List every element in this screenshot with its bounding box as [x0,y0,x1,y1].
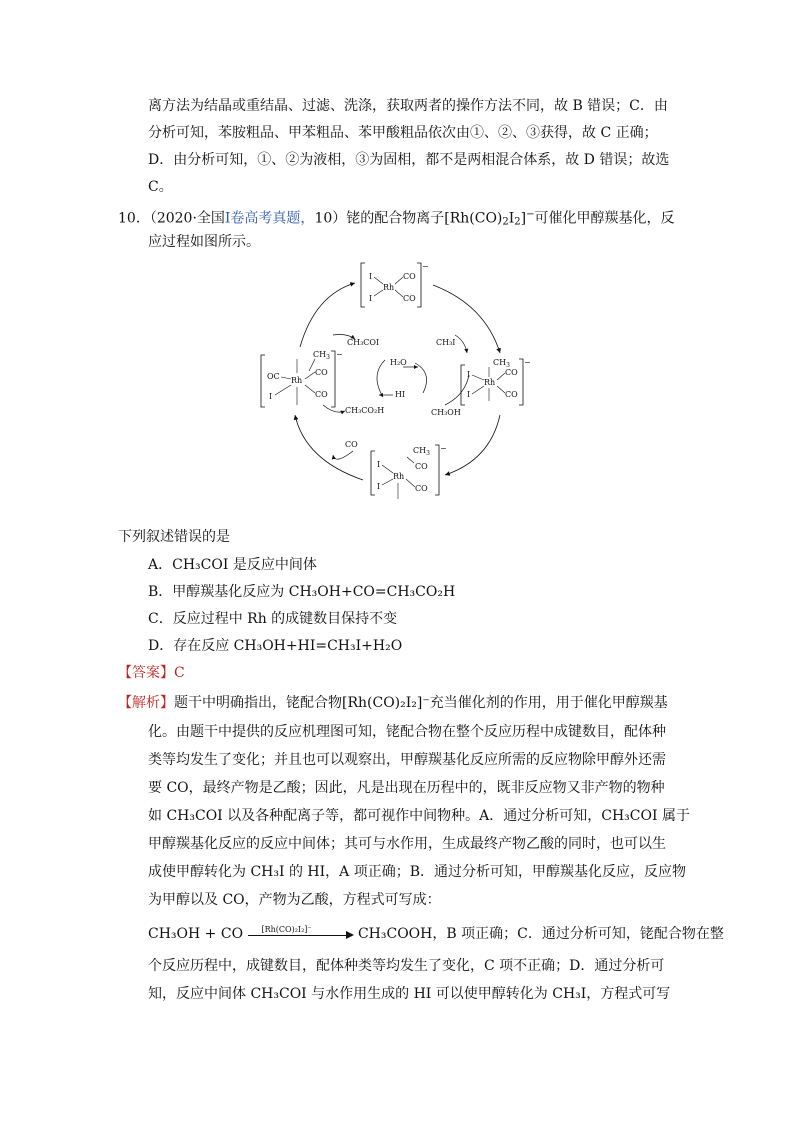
label-i: I [369,294,373,303]
label-ch3co2h: CH₃CO₂H [345,406,385,415]
answer [118,663,185,683]
label-co: CO [415,484,428,493]
complex-top [361,262,429,307]
question-text: 10）铑的配合物离子[Rh(CO) [314,210,503,227]
label-i: I [369,272,373,281]
label-co: CO [315,368,328,377]
complex-left [261,350,343,407]
question-header [118,205,675,233]
catalyst-label: [Rh(CO)₂I₂]⁻ [261,925,312,934]
label-ch3: $CH_3$ [493,358,510,369]
analysis-line: 类等均发生了变化；并且也可以观察出，甲醇羰基化反应所需的反应物除甲醇外还需 [148,752,666,768]
question-text: 可催化甲醇羰基化，反 [534,210,675,227]
analysis-text: 充当催化剂的作用，用于催化甲醇羰基 [429,695,668,711]
equation-right: CH₃COOH [357,926,433,942]
label-co-in: CO [345,440,358,449]
option-b: B．甲醇羰基化反应为 CH₃OH+CO=CH₃CO₂H [148,584,456,600]
label-oc: OC [267,372,280,381]
analysis-line: 如 CH₃COI 以及各种配离子等，都可视作中间物种。A．通过分析可知，CH₃COI 属于 [148,808,690,824]
label-rh: Rh [291,376,303,385]
option-d: D．存在反应 CH₃OH+HI=CH₃I+H₂O [148,638,403,654]
answer-value: C [174,665,185,681]
analysis-line: 成使甲醇转化为 CH₃I 的 HI，A 项正确；B．通过分析可知，甲醇羰基化反应，反应物 [148,864,686,880]
question-text: I [508,210,515,227]
analysis-text: ，B 项正确；C．通过分析可知，铑配合物在整 [432,926,724,942]
reaction-cycle-diagram [255,255,545,505]
label-i: I [377,482,381,491]
complex-right [461,358,531,405]
label-ch3: $CH_3$ [413,446,430,457]
label-charge: − [336,350,343,359]
question-number: 10．（2020·全国 [118,210,225,227]
label-i: I [269,392,273,401]
label-co: CO [505,390,518,399]
complex-bottom [371,444,447,499]
label-i: I [467,370,471,379]
analysis-line: 为甲醇以及 CO，产物为乙酸，方程式可写成： [148,892,441,908]
label-charge: − [524,358,531,367]
label-co: CO [315,390,328,399]
text-line: 离方法为结晶或重结晶、过滤、洗涤，获取两者的操作方法不同，故 B 错误；C．由 [148,98,668,114]
question-stem: 下列叙述错误的是 [118,529,230,545]
label-charge: − [422,262,429,271]
option-c: C．反应过程中 Rh 的成键数目保持不变 [148,611,398,627]
label-co: CO [415,462,428,471]
label-hi: HI [395,390,406,399]
label-co: CO [505,368,518,377]
text-line: C。 [148,179,173,195]
label-rh: Rh [484,378,496,387]
text-line: D．由分析可知，①、②为液相，③为固相，都不是两相混合体系，故 D 错误；故选 [148,152,670,168]
answer-label: 【答案】 [118,665,174,681]
label-ch3: $CH_3$ [313,350,330,361]
analysis-label: 【解析】 [118,695,174,711]
analysis-text: 题干中明确指出，铑配合物 [174,695,342,711]
analysis-line [118,693,668,713]
subscript: 2 [502,216,509,228]
subscript: 2 [514,216,521,228]
equation-line [148,924,724,944]
label-ch3coi: CH₃COI [347,338,380,347]
label-ch3i: CH₃I [436,338,456,347]
analysis-line: 要 CO，最终产物是乙酸；因此，凡是出现在历程中的，既非反应物又非产物的物种 [148,780,665,796]
equation-left: CH₃OH + CO [148,926,244,942]
question-text: ] [520,210,527,227]
analysis-line: 化。由题干中提供的反应机理图可知，铑配合物在整个反应历程中成键数目，配体种 [148,724,666,740]
label-ch3oh: CH₃OH [431,408,461,417]
label-rh: Rh [393,472,405,481]
label-co: CO [403,272,416,281]
formula: [Rh(CO)₂I₂]⁻ [342,695,430,711]
superscript: − [526,209,535,220]
analysis-line: 甲醇羰基化反应的反应中间体；其可与水作用，生成最终产物乙酸的同时，也可以生 [148,836,666,852]
text-line: 分析可知，苯胺粗品、甲苯粗品、苯甲酸粗品依次由①、②、③获得，故 C 正确； [148,125,658,141]
question-line2: 应过程如图所示。 [148,234,260,250]
label-charge: − [440,444,447,453]
analysis-line: 个反应历程中，成键数目，配体种类等均发生了变化，C 项不正确；D．通过分析可 [148,958,665,974]
label-i: I [467,390,471,399]
label-rh: Rh [383,283,395,292]
label-i: I [377,460,381,469]
reaction-arrow [248,926,354,942]
label-h2o: H₂O [390,358,407,367]
label-co: CO [403,294,416,303]
analysis-line: 知，反应中间体 CH₃COI 与水作用生成的 HI 可以使甲醇转化为 CH₃I，方程式可写 [148,986,671,1002]
question-source: Ⅰ卷高考真题， [224,210,315,227]
option-a: A．CH₃COI 是反应中间体 [148,557,317,573]
